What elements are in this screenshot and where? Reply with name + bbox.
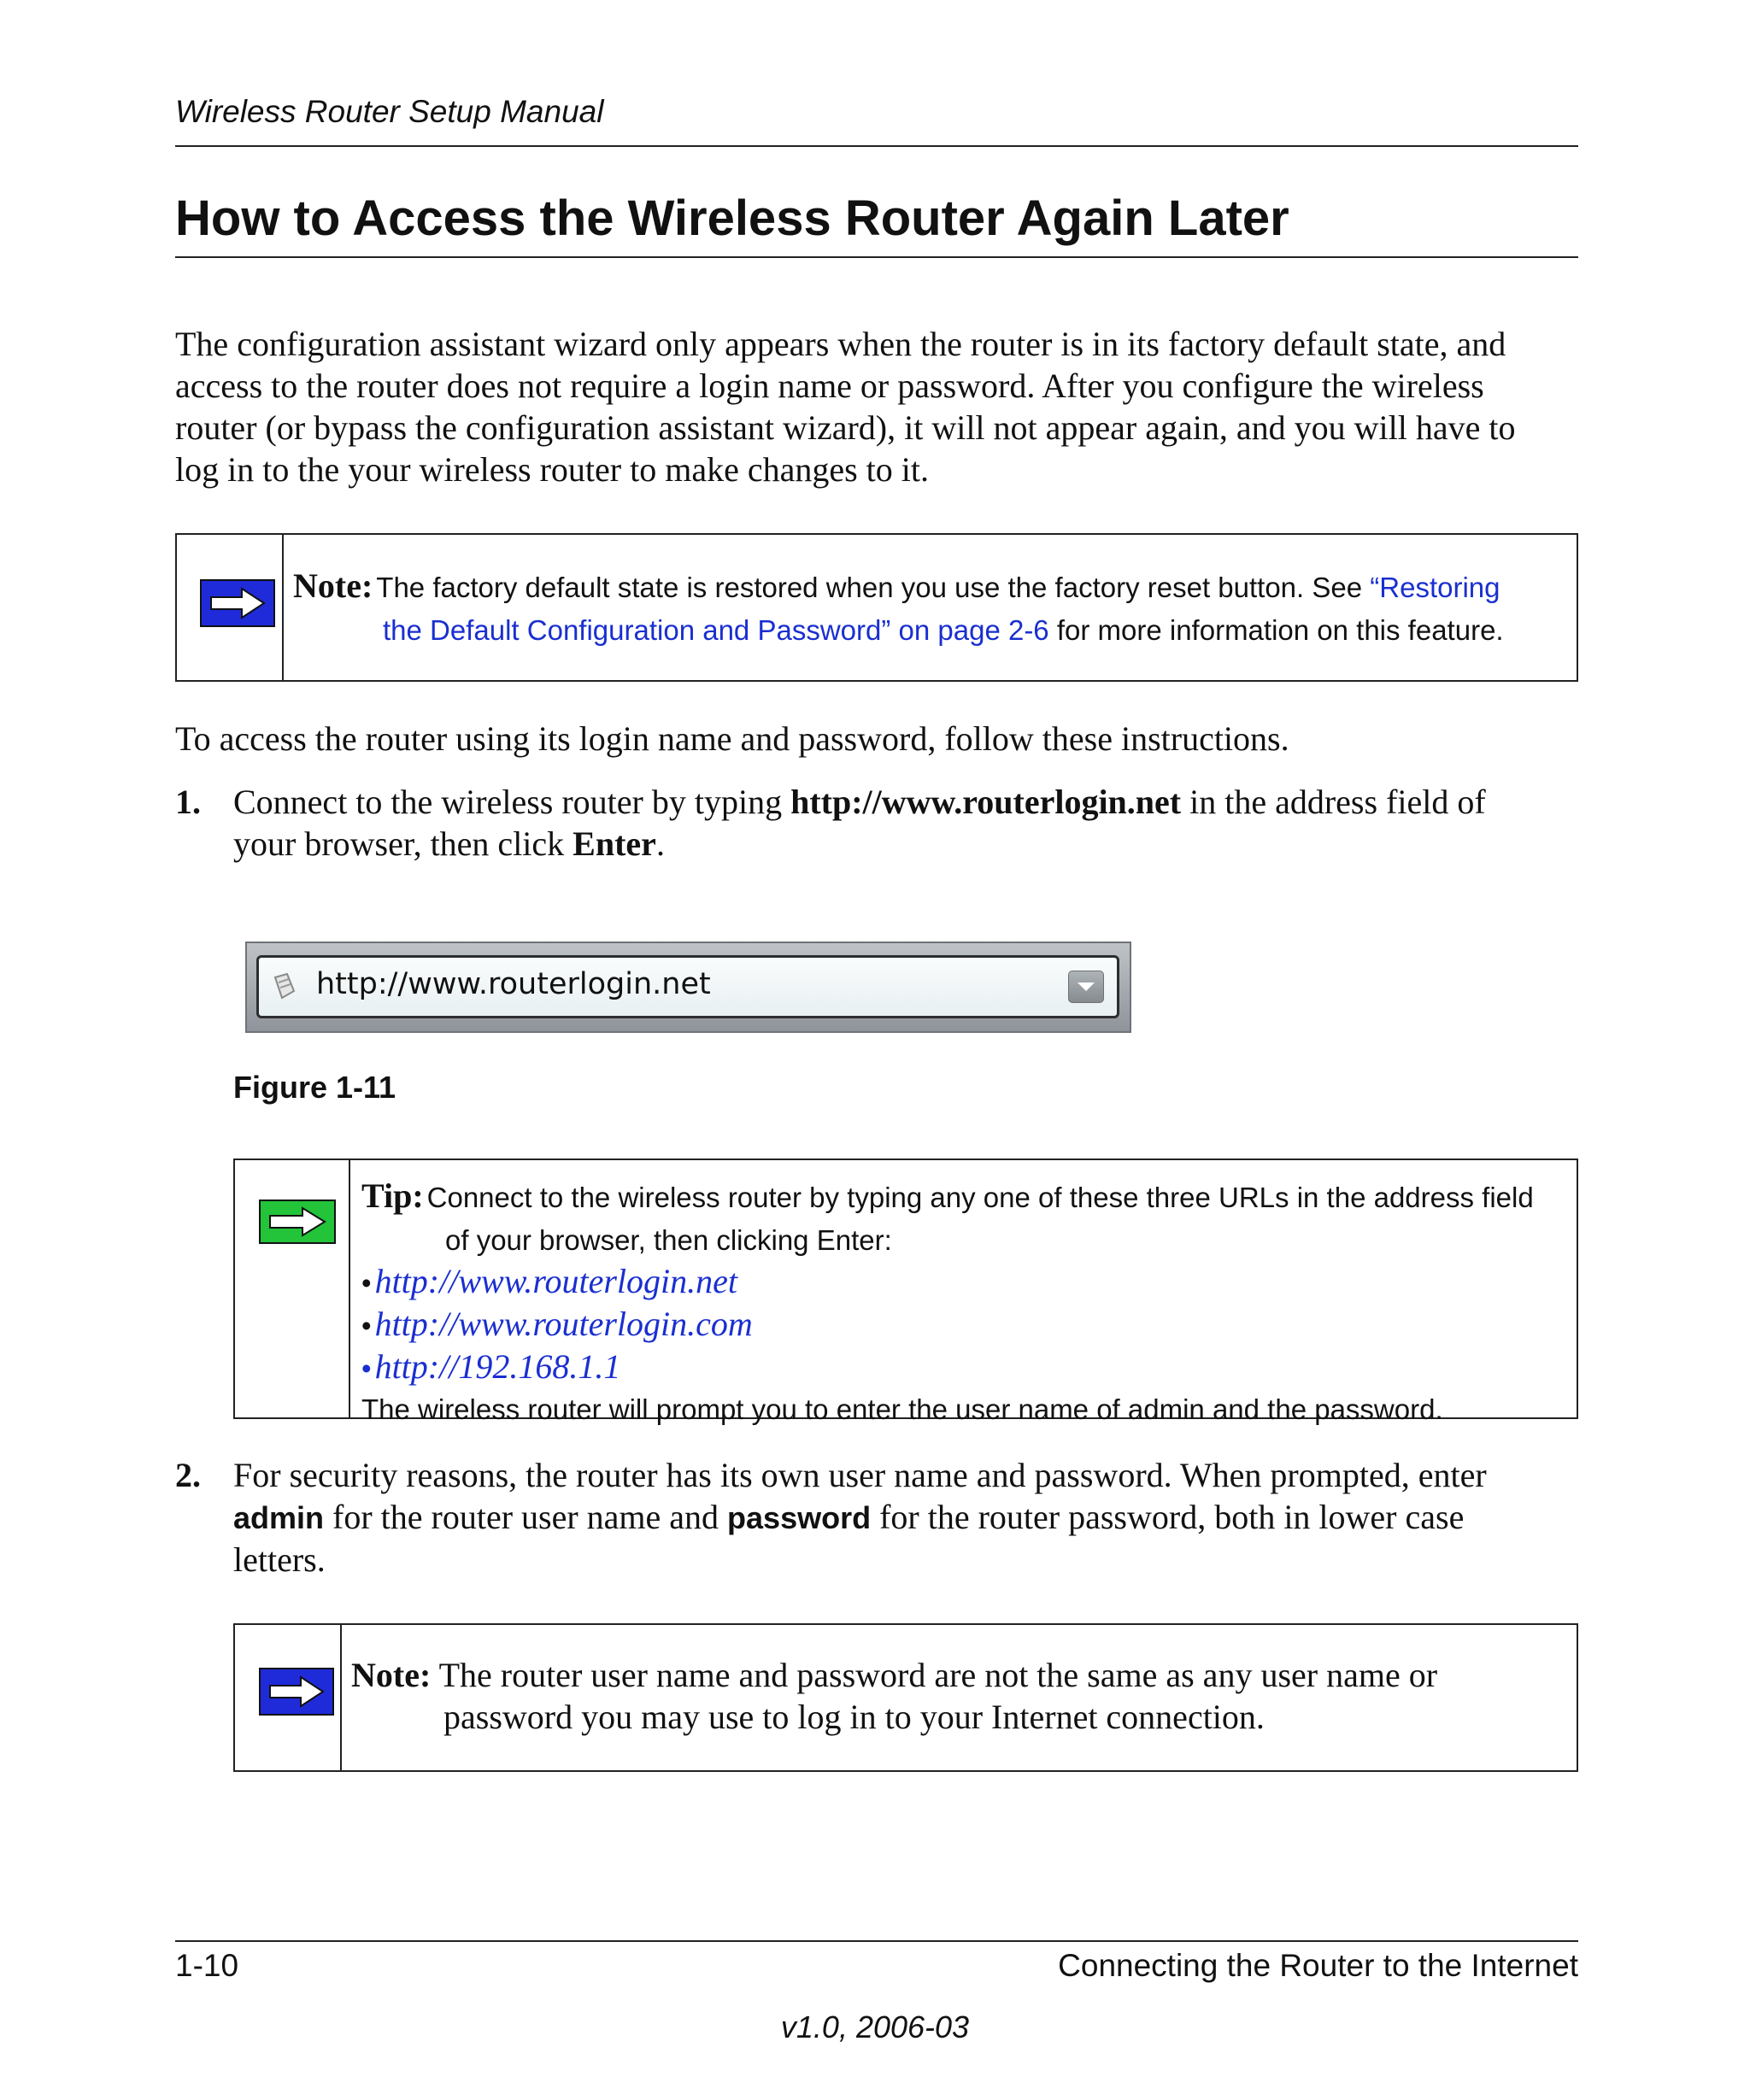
note-label: Note: bbox=[351, 1656, 432, 1694]
step-text bbox=[233, 781, 1583, 865]
header-rule bbox=[175, 145, 1578, 147]
bullet: • bbox=[361, 1310, 372, 1341]
router-url: http://www.routerlogin.net bbox=[790, 783, 1182, 821]
note-label: Note: bbox=[293, 566, 373, 605]
step-text-part: for the router password, both in lower case bbox=[871, 1498, 1465, 1536]
url-link[interactable]: http://www.routerlogin.net bbox=[374, 1262, 738, 1300]
access-lead: To access the router using its login name and password, follow these instructions. bbox=[175, 719, 1289, 758]
tip-box bbox=[233, 1159, 1578, 1425]
note-text: for more information on this feature. bbox=[1048, 614, 1504, 646]
tip-text: of your browser, then clicking Enter: bbox=[445, 1224, 892, 1256]
admin-username: admin bbox=[233, 1500, 325, 1535]
footer-rule bbox=[175, 1940, 1578, 1942]
enter-key-label: Enter bbox=[573, 824, 656, 863]
url-link[interactable]: http://192.168.1.1 bbox=[374, 1347, 621, 1386]
tip-content bbox=[361, 1176, 1575, 1429]
bullet: • bbox=[361, 1267, 372, 1299]
step-text-part: For security reasons, the router has its own user name and password. When prompted, enter bbox=[233, 1456, 1487, 1494]
note-text: The factory default state is restored when you use the factory reset button. See bbox=[376, 572, 1371, 603]
arrow-right-icon bbox=[259, 1668, 334, 1716]
arrow-right-icon bbox=[200, 579, 275, 627]
arrow-right-icon bbox=[259, 1200, 336, 1244]
chapter-title: Connecting the Router to the Internet bbox=[1058, 1948, 1578, 1983]
step-number: 1. bbox=[175, 783, 201, 821]
step-text-part: letters. bbox=[233, 1540, 326, 1579]
note-content bbox=[351, 1654, 1565, 1738]
step-text-part: your browser, then click bbox=[233, 824, 573, 863]
intro-line: The configuration assistant wizard only appears when the router is in its factory default state, and bbox=[175, 325, 1506, 363]
url-list-item bbox=[361, 1262, 1575, 1305]
password-value: password bbox=[727, 1500, 872, 1535]
page-number: 1-10 bbox=[175, 1948, 239, 1983]
note-divider bbox=[282, 535, 284, 680]
note-text: The router user name and password are not the same as any user name or bbox=[438, 1656, 1438, 1694]
note-divider bbox=[340, 1625, 342, 1770]
intro-line: router (or bypass the configuration assistant wizard), it will not appear again, and you will have to bbox=[175, 408, 1516, 447]
step-text-part: Connect to the wireless router by typing bbox=[233, 783, 791, 821]
cross-reference-link[interactable]: “Restoring bbox=[1370, 572, 1500, 603]
step-text-part: for the router user name and bbox=[324, 1498, 728, 1536]
address-url[interactable]: http://www.routerlogin.net bbox=[316, 967, 711, 1001]
url-link[interactable]: http://www.routerlogin.com bbox=[374, 1305, 753, 1343]
tip-divider bbox=[349, 1160, 350, 1417]
page-title: How to Access the Wireless Router Again Later bbox=[175, 191, 1289, 246]
intro-line: log in to the your wireless router to make changes to it. bbox=[175, 450, 930, 489]
note-text: password you may use to log in to your Internet connection. bbox=[443, 1698, 1265, 1736]
cross-reference-link[interactable]: the Default Configuration and Password” on page 2-6 bbox=[383, 614, 1049, 646]
note-box bbox=[175, 533, 1578, 682]
tip-text: Connect to the wireless router by typing any one of these three URLs in the address field bbox=[426, 1182, 1534, 1213]
step-text-part: . bbox=[655, 824, 665, 863]
url-list-item bbox=[361, 1305, 1575, 1347]
intro-line: access to the router does not require a login name or password. After you configure the wireless bbox=[175, 367, 1484, 405]
tip-label: Tip: bbox=[361, 1176, 424, 1215]
note-content bbox=[293, 566, 1566, 652]
running-head: Wireless Router Setup Manual bbox=[175, 94, 604, 129]
bullet: • bbox=[361, 1352, 372, 1384]
version-label: v1.0, 2006-03 bbox=[780, 2009, 970, 2044]
note-box bbox=[233, 1623, 1578, 1772]
url-list-item bbox=[361, 1347, 1575, 1390]
title-rule bbox=[175, 256, 1578, 258]
step-text-part: in the address field of bbox=[1181, 783, 1486, 821]
figure-caption: Figure 1-11 bbox=[233, 1070, 396, 1105]
page-icon bbox=[272, 972, 297, 1001]
tip-closing: The wireless router will prompt you to enter the user name of admin and the password. bbox=[361, 1393, 1443, 1425]
intro-paragraph bbox=[175, 323, 1585, 490]
step-text bbox=[233, 1454, 1583, 1581]
step-number: 2. bbox=[175, 1456, 201, 1494]
chevron-down-icon[interactable] bbox=[1068, 971, 1104, 1003]
